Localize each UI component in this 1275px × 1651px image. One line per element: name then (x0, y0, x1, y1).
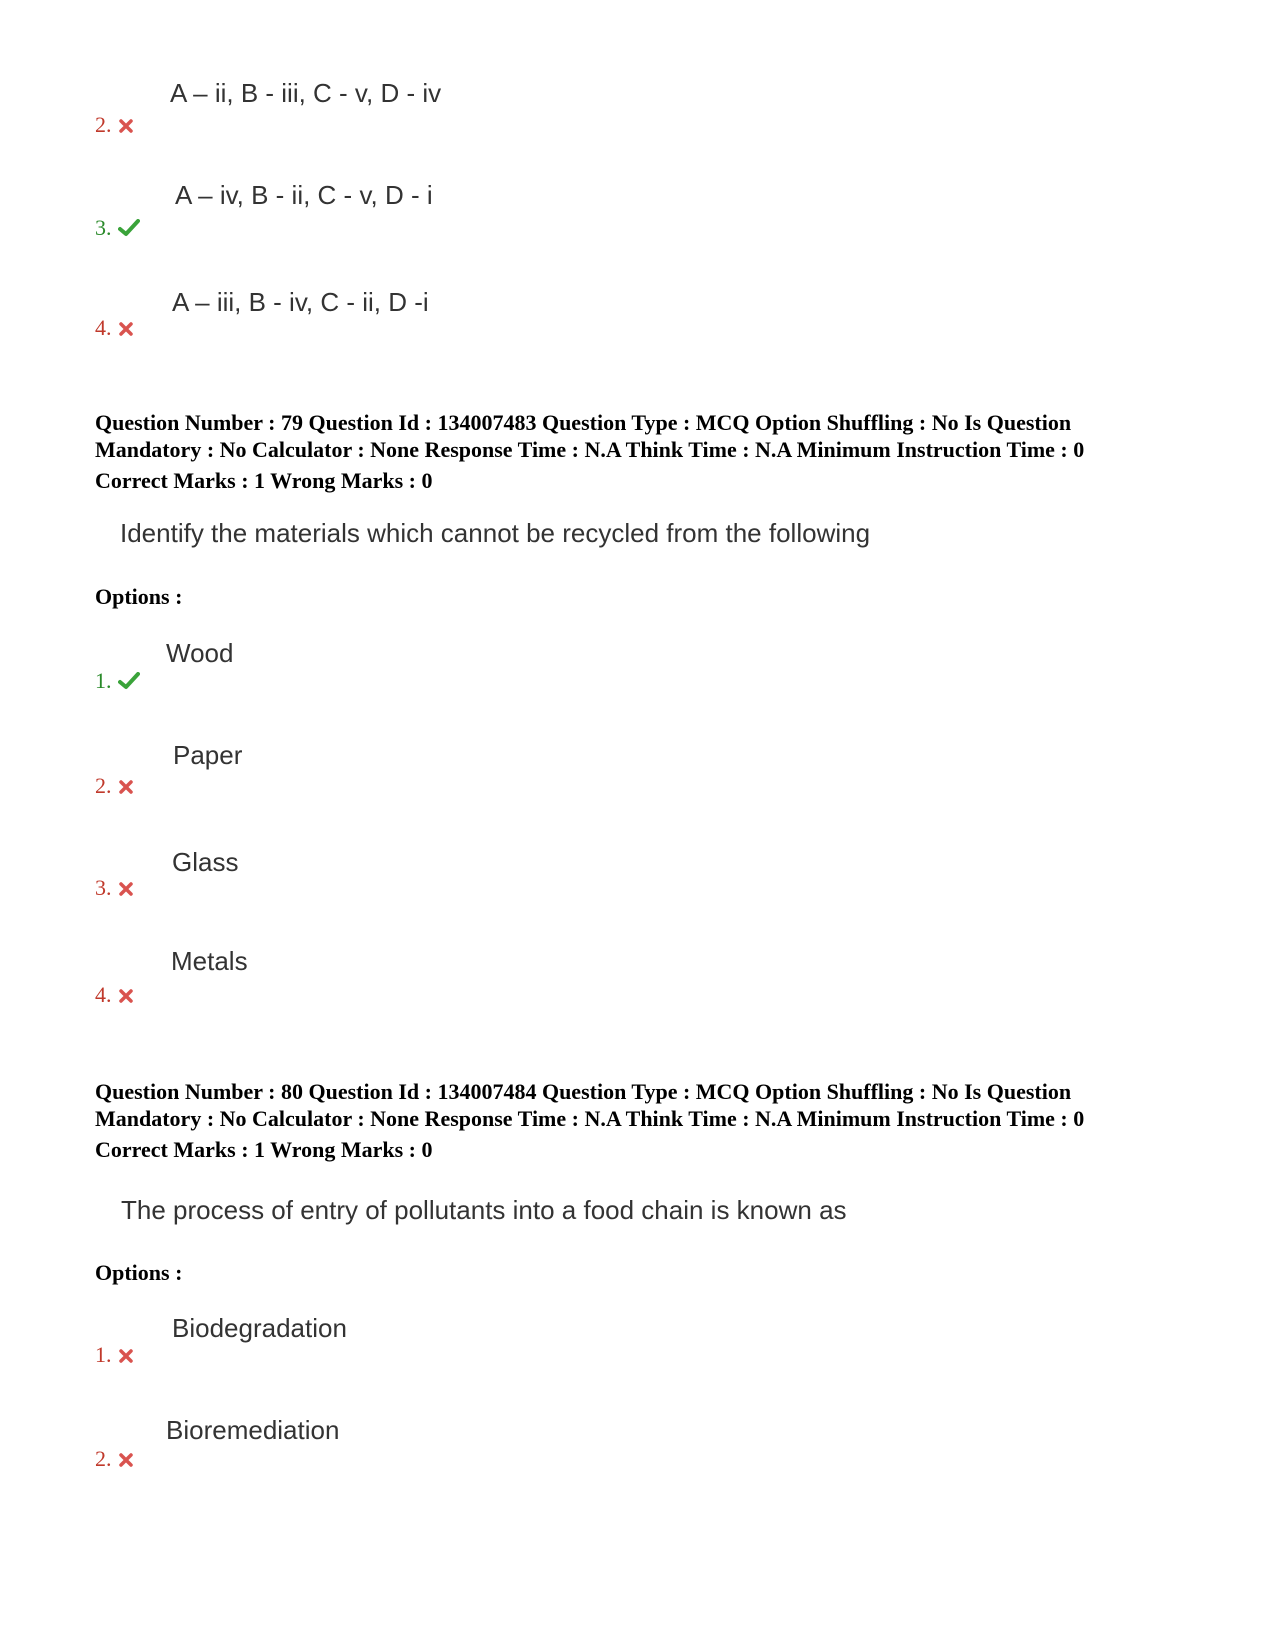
option-text: Bioremediation (166, 1415, 340, 1445)
option-number-label: 3. (95, 875, 112, 900)
meta-line: Question Number : 79 Question Id : 134007483 Question Type : MCQ Option Shuffling : No Is Question (95, 410, 1072, 435)
meta-line: Mandatory : No Calculator : None Response Time : N.A Think Time : N.A Minimum Instruction Time : 0 (95, 1106, 1085, 1131)
option-text: Metals (171, 946, 248, 976)
option-number-label: 4. (95, 315, 112, 340)
option-number (95, 1446, 134, 1474)
option-number (95, 773, 134, 801)
option-number (95, 315, 134, 343)
option-text: Wood (166, 638, 234, 668)
option-number-label: 4. (95, 982, 112, 1007)
check-icon (118, 217, 140, 243)
option-number (95, 982, 134, 1010)
option-text: Paper (173, 740, 243, 770)
option-text: A – ii, B - iii, C - v, D - iv (170, 78, 442, 108)
option-text: A – iii, B - iv, C - ii, D -i (172, 287, 429, 317)
option-number-label: 2. (95, 773, 112, 798)
option-number-label: 3. (95, 215, 112, 240)
option-number-label: 2. (95, 1446, 112, 1471)
marks-line: Correct Marks : 1 Wrong Marks : 0 (95, 468, 433, 493)
question-text: Identify the materials which cannot be recycled from the following (120, 518, 871, 548)
cross-icon (118, 775, 134, 801)
meta-line: Question Number : 80 Question Id : 134007484 Question Type : MCQ Option Shuffling : No Is Question (95, 1079, 1072, 1104)
option-number (95, 668, 140, 696)
option-number-label: 2. (95, 112, 112, 137)
option-text: A – iv, B - ii, C - v, D - i (175, 180, 433, 210)
option-number (95, 875, 134, 903)
cross-icon (118, 114, 134, 140)
meta-line: Mandatory : No Calculator : None Response Time : N.A Think Time : N.A Minimum Instruction Time : 0 (95, 437, 1085, 462)
option-number (95, 1342, 134, 1370)
marks-line: Correct Marks : 1 Wrong Marks : 0 (95, 1137, 433, 1162)
option-number (95, 112, 134, 140)
options-label: Options : (95, 584, 183, 609)
question-text: The process of entry of pollutants into a food chain is known as (121, 1195, 847, 1225)
question-meta (95, 1078, 1205, 1163)
cross-icon (118, 984, 134, 1010)
cross-icon (118, 317, 134, 343)
option-number-label: 1. (95, 1342, 112, 1367)
cross-icon (118, 1344, 134, 1370)
option-number (95, 215, 140, 243)
option-text: Glass (172, 847, 239, 877)
cross-icon (118, 1448, 134, 1474)
cross-icon (118, 877, 134, 903)
options-label: Options : (95, 1260, 183, 1285)
question-meta (95, 409, 1205, 494)
check-icon (118, 670, 140, 696)
option-number-label: 1. (95, 668, 112, 693)
option-text: Biodegradation (172, 1313, 347, 1343)
